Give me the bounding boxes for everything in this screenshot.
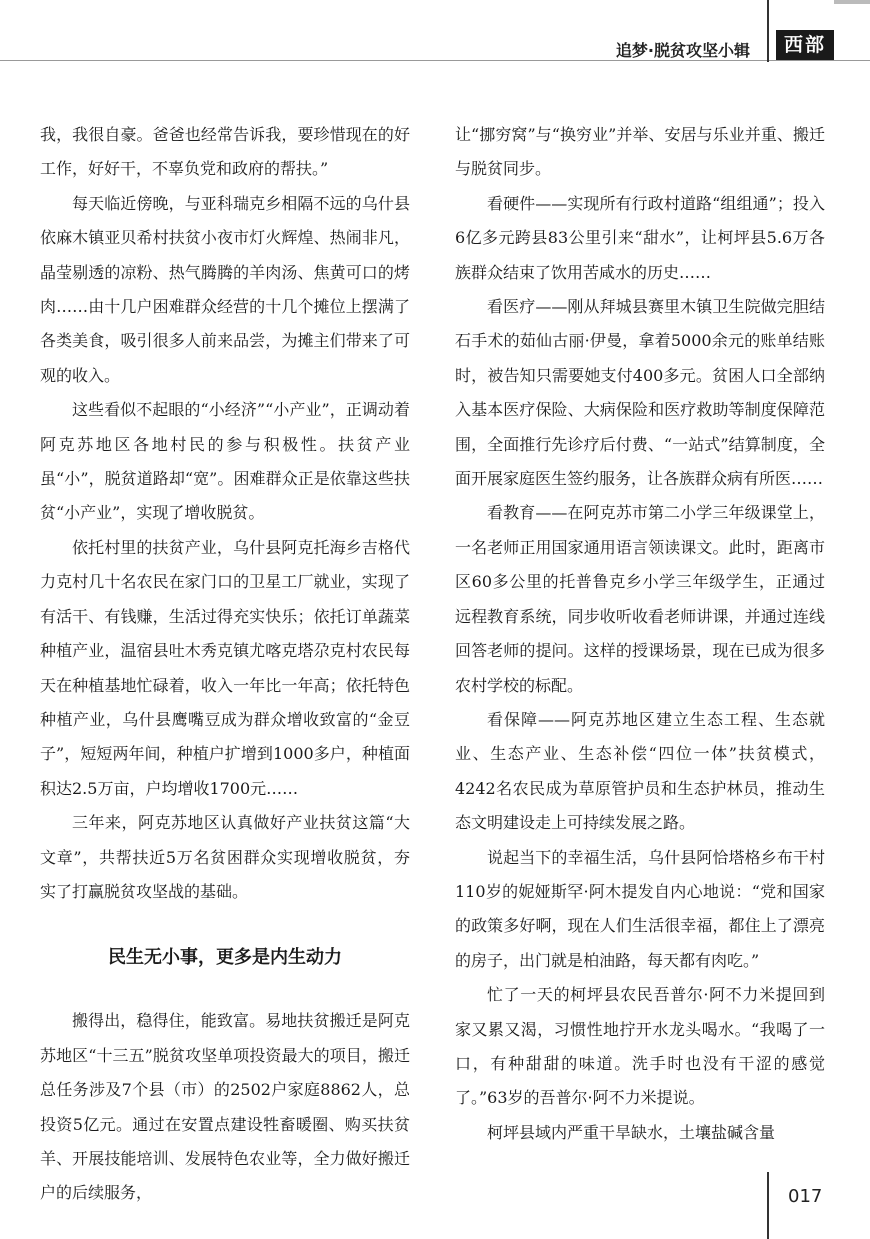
corner-mark [834,0,870,4]
paragraph: 看硬件——实现所有行政村道路“组组通”；投入6亿多元跨县83公里引来“甜水”，让柯坪县5.6万各族群众结束了饮用苦咸水的历史…… [455,193,825,282]
page-header [0,0,870,70]
paragraph: 三年来，阿克苏地区认真做好产业扶贫这篇“大文章”，共帮扶近5万名贫困群众实现增收脱贫，夯实了打赢脱贫攻坚战的基础。 [40,813,410,901]
page-number: 017 [788,1186,823,1207]
paragraph: 让“挪穷窝”与“换穷业”并举、安居与乐业并重、搬迁与脱贫同步。 [455,125,825,179]
paragraph: 这些看似不起眼的“小经济”“小产业”，正调动着阿克苏地区各地村民的参与积极性。扶贫产业虽“小”，脱贫道路却“宽”。困难群众正是依靠这些扶贫“小产业”，实现了增收脱贫。 [40,400,410,523]
paragraph: 说起当下的幸福生活，乌什县阿恰塔格乡布干村110岁的妮娅斯罕·阿木提发自内心地说：“党和国家的政策多好啊，现在人们生活很幸福，都住上了漂亮的房子，出门就是柏油路，每天都有肉吃。” [455,847,825,970]
paragraph: 搬得出，稳得住，能致富。易地扶贫搬迁是阿克苏地区“十三五”脱贫攻坚单项投资最大的项目，搬迁总任务涉及7个县（市）的2502户家庭8862人，总投资5亿元。通过在安置点建设牲畜暖圈、购买扶贫羊、开展技能培训、发展特色农业等，全力做好搬迁户的后续服务， [40,1011,410,1203]
paragraph: 忙了一天的柯坪县农民吾普尔·阿不力米提回到家又累又渴，习惯性地拧开水龙头喝水。“我喝了一口，有种甜甜的味道。洗手时也没有干涩的感觉了。”63岁的吾普尔·阿不力米提说。 [455,985,825,1108]
header-divider [0,60,870,61]
section-subheading: 民生无小事，更多是内生动力 [108,947,342,969]
header-vertical-divider [767,0,769,62]
paragraph: 依托村里的扶贫产业，乌什县阿克托海乡吉格代力克村几十名农民在家门口的卫星工厂就业，实现了有活干、有钱赚，生活过得充实快乐；依托订单蔬菜种植产业，温宿县吐木秀克镇尤喀克塔尕克村农民每天在种植基地忙碌着，收入一年比一年高；依托特色种植产业，乌什县鹰嘴豆成为群众增收致富的“金豆子”，短短两年间，种植户扩增到1000多户，种植面积达2.5万亩，户均增收1700元…… [40,537,410,798]
footer-vertical-divider [767,1172,769,1239]
paragraph: 看保障——阿克苏地区建立生态工程、生态就业、生态产业、生态补偿“四位一体”扶贫模式，4242名农民成为草原管护员和生态护林员，推动生态文明建设走上可持续发展之路。 [455,709,825,833]
paragraph: 柯坪县域内严重干旱缺水，土壤盐碱含量 [487,1122,776,1142]
paragraph: 每天临近傍晚，与亚科瑞克乡相隔不远的乌什县依麻木镇亚贝希村扶贫小夜市灯火辉煌、热闹非凡，晶莹剔透的凉粉、热气腾腾的羊肉汤、焦黄可口的烤肉……由十几户困难群众经营的十几个摊位上摆满了各类美食，吸引很多人前来品尝，为摊主们带来了可观的收入。 [40,193,410,385]
paragraph: 我，我很自豪。爸爸也经常告诉我，要珍惜现在的好工作，好好干，不辜负党和政府的帮扶。” [40,125,410,179]
running-title: 追梦·脱贫攻坚小辑 [615,41,750,60]
right-column [455,118,825,1150]
section-label: 西部 [776,30,834,60]
left-column [40,118,410,1211]
paragraph: 看教育——在阿克苏市第二小学三年级课堂上，一名老师正用国家通用语言领读课文。此时，距离市区60多公里的托普鲁克乡小学三年级学生，正通过远程教育系统，同步收听收看老师讲课，并通过连线回答老师的提问。这样的授课场景，现在已成为很多农村学校的标配。 [455,503,825,695]
paragraph: 看医疗——刚从拜城县赛里木镇卫生院做完胆结石手术的茹仙古丽·伊曼，拿着5000余元的账单结账时，被告知只需要她支付400多元。贫困人口全部纳入基本医疗保险、大病保险和医疗救助等制度保障范围，全面推行先诊疗后付费、“一站式”结算制度，全面开展家庭医生签约服务，让各族群众病有所医…… [455,297,825,489]
